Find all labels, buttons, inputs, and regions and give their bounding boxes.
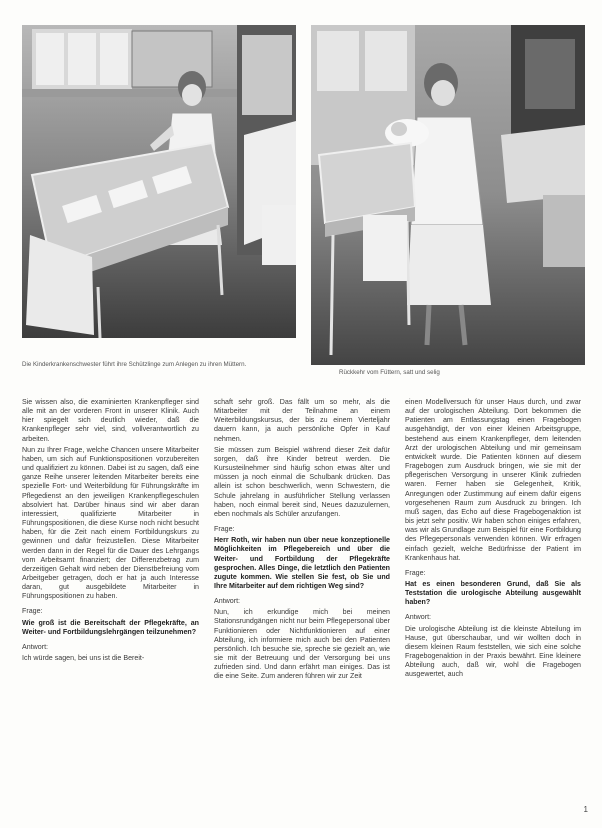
paragraph: Sie müssen zum Beispiel während dieser Zeit dafür sorgen, daß ihre Kinder betreut werden. Die Kursusteilnehmer sind häufig schon etwas älter und müssen ja noch einmal die Schulbank drücken. Das allein ist schon beschwerlich, wenn Schwestern, die Schule jahrelang in ausführlicher Stellung verlassen haben, noch einmal bereit sind, Neues dazuzulernen, eben nochmals als Schüler anzufangen. (214, 445, 390, 518)
question-label: Frage: (214, 525, 235, 534)
column-right (405, 398, 581, 682)
answer-text: Die urologische Abteilung ist die kleinste Abteilung im Hause, gut überschaubar, und wir wollten doch in diesem kleinen Raum feststellen, wie sich eine solche Fragebogenaktion in der Praxis bewährt. Eine kleinere Abteilung auch, daß wir, wohl die Fragebogen ausgewertet, auch (405, 624, 581, 679)
question-text: Herr Roth, wir haben nun über neue konzeptionelle Möglichkeiten im Pflegebereich und über die Weiter- und Fortbildung der Pflegekräfte gesprochen. Alles Dinge, die letztlich den Patienten zugute kommen. Wie stellen Sie fest, ob Sie und Ihre Mitarbeiter auf dem richtigen Weg sind? (214, 536, 390, 590)
paragraph: Sie wissen also, die examinierten Krankenpfleger sind alle mit an der vorderen Front in unserer Klinik. Auch hier spiegelt sich deutlich wieder, daß die Krankenpfleger sehr viel, sind, vollverantwortlich zu arbeiten. (22, 398, 199, 443)
caption-left-photo: Die Kinderkrankenschwester führt ihre Schützlinge zum Anlegen zu ihren Müttern. (22, 361, 247, 368)
photo-nurse-returning (311, 25, 585, 365)
question-text: Hat es einen besonderen Grund, daß Sie als Teststation die urologische Abteilung ausgewählt haben? (405, 579, 581, 607)
page-number: 1 (583, 805, 588, 814)
answer-label: Antwort: (22, 642, 49, 651)
photo-nurse-with-cots (22, 25, 296, 338)
paragraph: einen Modellversuch für unser Haus durch, und zwar auf der urologischen Abteilung. Dort bekommen die Patienten am Entlassungstag einen Fragebogen ausgehändigt, der von einer kleinen Arbeitsgruppe, bestehend aus einem Krankenpfleger, dem leitenden Arzt der urologischen Abteilung und mir gemeinsam entwickelt wurde. Die Patienten können auf diesem Fragebogen zum Ausdruck bringen, wie sie mit der pflegerischen Versorgung in unserer Klinik zufrieden waren. Ferner haben sie Gelegenheit, Kritik, Anregungen oder Zustimmung auf einem dafür eigens vorgesehenen Raum zum Ausdruck zu bringen. Ich muß sagen, das Echo auf diese Fragebogenaktion ist bis jetzt sehr positiv. Wir haben schon einiges erfahren, was wir als Grundlage zum Beispiel für eine Fortbildung des Pflegepersonals verwenden können. Wir erfragen einfach gezielt, welche Bedürfnisse der Patient im Krankenhaus hat. (405, 398, 581, 562)
photo-nurse-returning-image (311, 25, 585, 365)
answer-label: Antwort: (214, 597, 241, 606)
answer-label: Antwort: (405, 613, 432, 622)
answer-text: Ich würde sagen, bei uns ist die Bereit- (22, 654, 145, 663)
photo-nurse-with-cots-image (22, 25, 296, 338)
paragraph: schaft sehr groß. Das fällt um so mehr, als die Mitarbeiter mit der Teilnahme an einem Weiterbildungskursus, der bis zu einem Vierteljahr dauern kann, ja auch persönliche Opfer in Kauf nehmen. (214, 398, 390, 443)
paragraph: Nun zu Ihrer Frage, welche Chancen unsere Mitarbeiter haben, um sich auf Funktionspositionen vorzubereiten und qualifiziert zu können. Dabei ist zu sagen, daß eine ganze Reihe unserer leitenden Mitarbeiter bereits eine spezielle Fort- und Weiterbildung für Führungskräfte im Pflegedienst an den jeweiligen Krankenpflegeschulen absolviert hat. Darüber hinaus sind wir aber daran interessiert, qualifizierte Mitarbeiter in Führungspositionen, die diese Kurse noch nicht besucht haben, für die Zeit nach einem Fortbildungskurs zu gewinnen und dafür freizustellen. Diese Mitarbeiter werden dann in der Regel für die Dauer des Lehrgangs vom Arbeitsamt finanziert; der Differenzbetrag zum derzeitigen Gehalt wird neben der Dienstbefreiung vom Arbeitgeber getragen, doch er hat ja auch Interesse daran, gut ausgebildete Mitarbeiter in Führungspositionen zu haben. (22, 445, 199, 601)
caption-right-photo: Rückkehr vom Füttern, satt und selig (339, 369, 440, 376)
question-label: Frage: (22, 607, 43, 616)
answer-text: Nun, ich erkundige mich bei meinen Stationsrundgängen nicht nur beim Pflegepersonal über Funktionieren oder Nichtfunktionieren auf einer Abteilung, ich informiere mich auch bei den Patienten persönlich. Ich besuche sie, spreche sie gezielt an, wie sie mit der Betreuung und der Versorgung bei uns zufrieden sind. Und dann erfährt man einiges. Das ist die eine Seite. Zum anderen führen wir zur Zeit (214, 608, 390, 681)
column-left (22, 398, 199, 665)
column-middle (214, 398, 390, 684)
question-label: Frage: (405, 568, 426, 577)
question-text: Wie groß ist die Bereitschaft der Pflegekräfte, an Weiter- und Fortbildungslehrgängen teilzunehmen? (22, 618, 199, 636)
